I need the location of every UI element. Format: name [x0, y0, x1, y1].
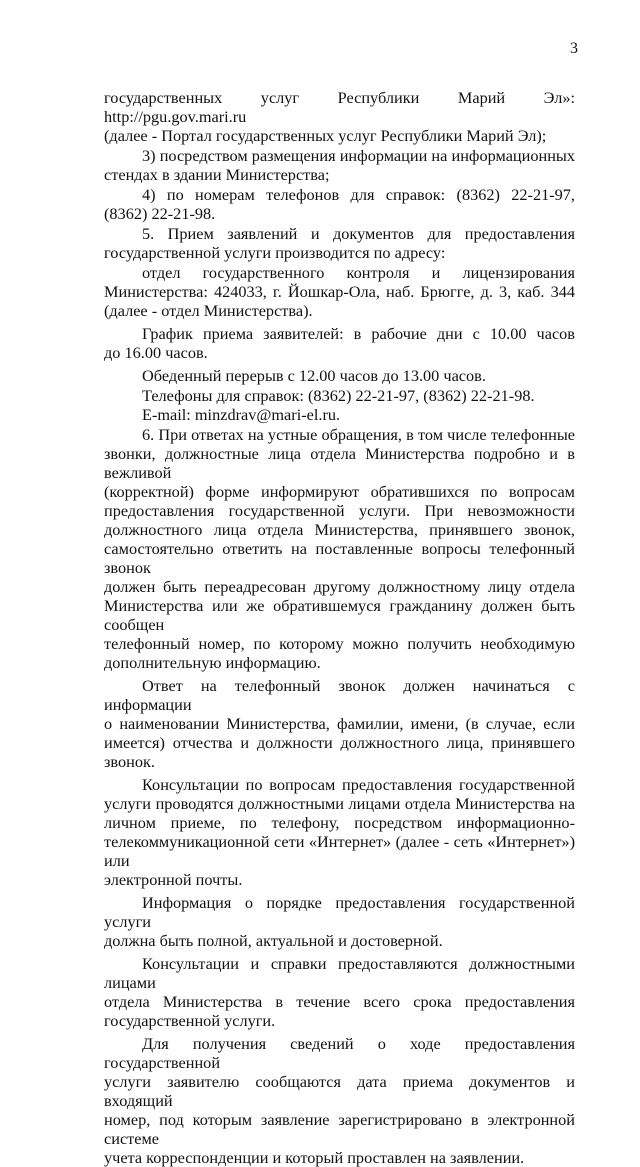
text-line: услуги заявителю сообщаются дата приема документов и входящий [104, 1072, 575, 1110]
text-line: E-mail: minzdrav@mari-el.ru. [142, 405, 341, 424]
text-line: номер, под которым заявление зарегистрировано в электронной системе [104, 1110, 575, 1148]
paragraph [104, 146, 575, 184]
text-line: 6. При ответах на устные обращения, в том числе телефонные [142, 425, 575, 444]
text-line: стендах в здании Министерства; [104, 165, 330, 184]
text-line: Телефоны для справок: (8362) 22-21-97, (8362) 22-21-98. [142, 386, 535, 405]
paragraph [104, 425, 575, 672]
text-line: Для получения сведений о ходе предоставления государственной [104, 1034, 575, 1072]
text-line: дополнительную информацию. [104, 653, 321, 672]
text-line: 3) посредством размещения информации на информационных [142, 146, 575, 165]
text-line: Ответ на телефонный звонок должен начинаться с информации [104, 676, 575, 714]
text-line: отдел государственного контроля и лицензирования [142, 263, 575, 282]
text-line: услуги проводятся должностными лицами отдела Министерства на [104, 794, 575, 813]
document-body [104, 88, 575, 1167]
text-line: Консультации и справки предоставляются должностными лицами [104, 954, 575, 992]
text-line: личном приеме, по телефону, посредством информационно- [104, 813, 575, 832]
text-line: до 16.00 часов. [104, 343, 208, 362]
text-line: государственной услуги производится по адресу: [104, 243, 446, 262]
text-line: звонки, должностные лица отдела Министерства подробно и в вежливой [104, 444, 575, 482]
page-number: 3 [570, 40, 578, 57]
text-line: (далее - отдел Министерства). [104, 301, 313, 320]
paragraph [104, 366, 575, 385]
text-line: Консультации по вопросам предоставления государственной [142, 775, 575, 794]
text-line: телефонный номер, по которому можно получить необходимую [104, 634, 575, 653]
text-line: предоставления государственной услуги. При невозможности [104, 501, 575, 520]
paragraph [104, 676, 575, 771]
text-line: должностного лица отдела Министерства, принявшего звонок, [104, 520, 575, 539]
text-line: телекоммуникационной сети «Интернет» (далее - сеть «Интернет») или [104, 832, 575, 870]
text-line: 4) по номерам телефонов для справок: (8362) 22-21-97, [142, 185, 575, 204]
text-line: имеется) отчества и должности должностного лица, принявшего звонок. [104, 733, 575, 771]
text-line: электронной почты. [104, 870, 243, 889]
text-line: о наименовании Министерства, фамилии, имени, (в случае, если [104, 714, 575, 733]
text-line: (корректной) форме информируют обратившихся по вопросам [104, 482, 575, 501]
paragraph [104, 405, 575, 424]
text-line: самостоятельно ответить на поставленные вопросы телефонный звонок [104, 539, 575, 577]
text-line: (8362) 22-21-98. [104, 204, 216, 223]
text-line: государственных услуг Республики Марий Эл»: http://pgu.gov.mari.ru [104, 88, 575, 126]
paragraph [104, 954, 575, 1030]
text-line: График приема заявителей: в рабочие дни с 10.00 часов [142, 324, 575, 343]
paragraph [104, 893, 575, 950]
text-line: 5. Прием заявлений и документов для предоставления [142, 224, 575, 243]
text-line: Информация о порядке предоставления государственной услуги [104, 893, 575, 931]
text-line: Министерства: 424033, г. Йошкар-Ола, наб. Брюгге, д. 3, каб. 344 [104, 282, 575, 301]
paragraph [104, 224, 575, 262]
text-line: государственной услуги. [104, 1011, 276, 1030]
paragraph [104, 185, 575, 223]
paragraph [104, 263, 575, 320]
text-line: Обеденный перерыв с 12.00 часов до 13.00 часов. [142, 366, 486, 385]
text-line: Министерства или же обратившемуся гражданину должен быть сообщен [104, 596, 575, 634]
paragraph [104, 88, 575, 145]
text-line: должен быть переадресован другому должностному лицу отдела [104, 577, 575, 596]
paragraph [104, 324, 575, 362]
text-line: (далее - Портал государственных услуг Республики Марий Эл); [104, 126, 547, 145]
text-line: должна быть полной, актуальной и достоверной. [104, 931, 443, 950]
paragraph [104, 775, 575, 889]
text-line: учета корреспонденции и который проставлен на заявлении. [104, 1148, 525, 1167]
text-line: отдела Министерства в течение всего срока предоставления [104, 992, 575, 1011]
paragraph [104, 386, 575, 405]
paragraph [104, 1034, 575, 1167]
